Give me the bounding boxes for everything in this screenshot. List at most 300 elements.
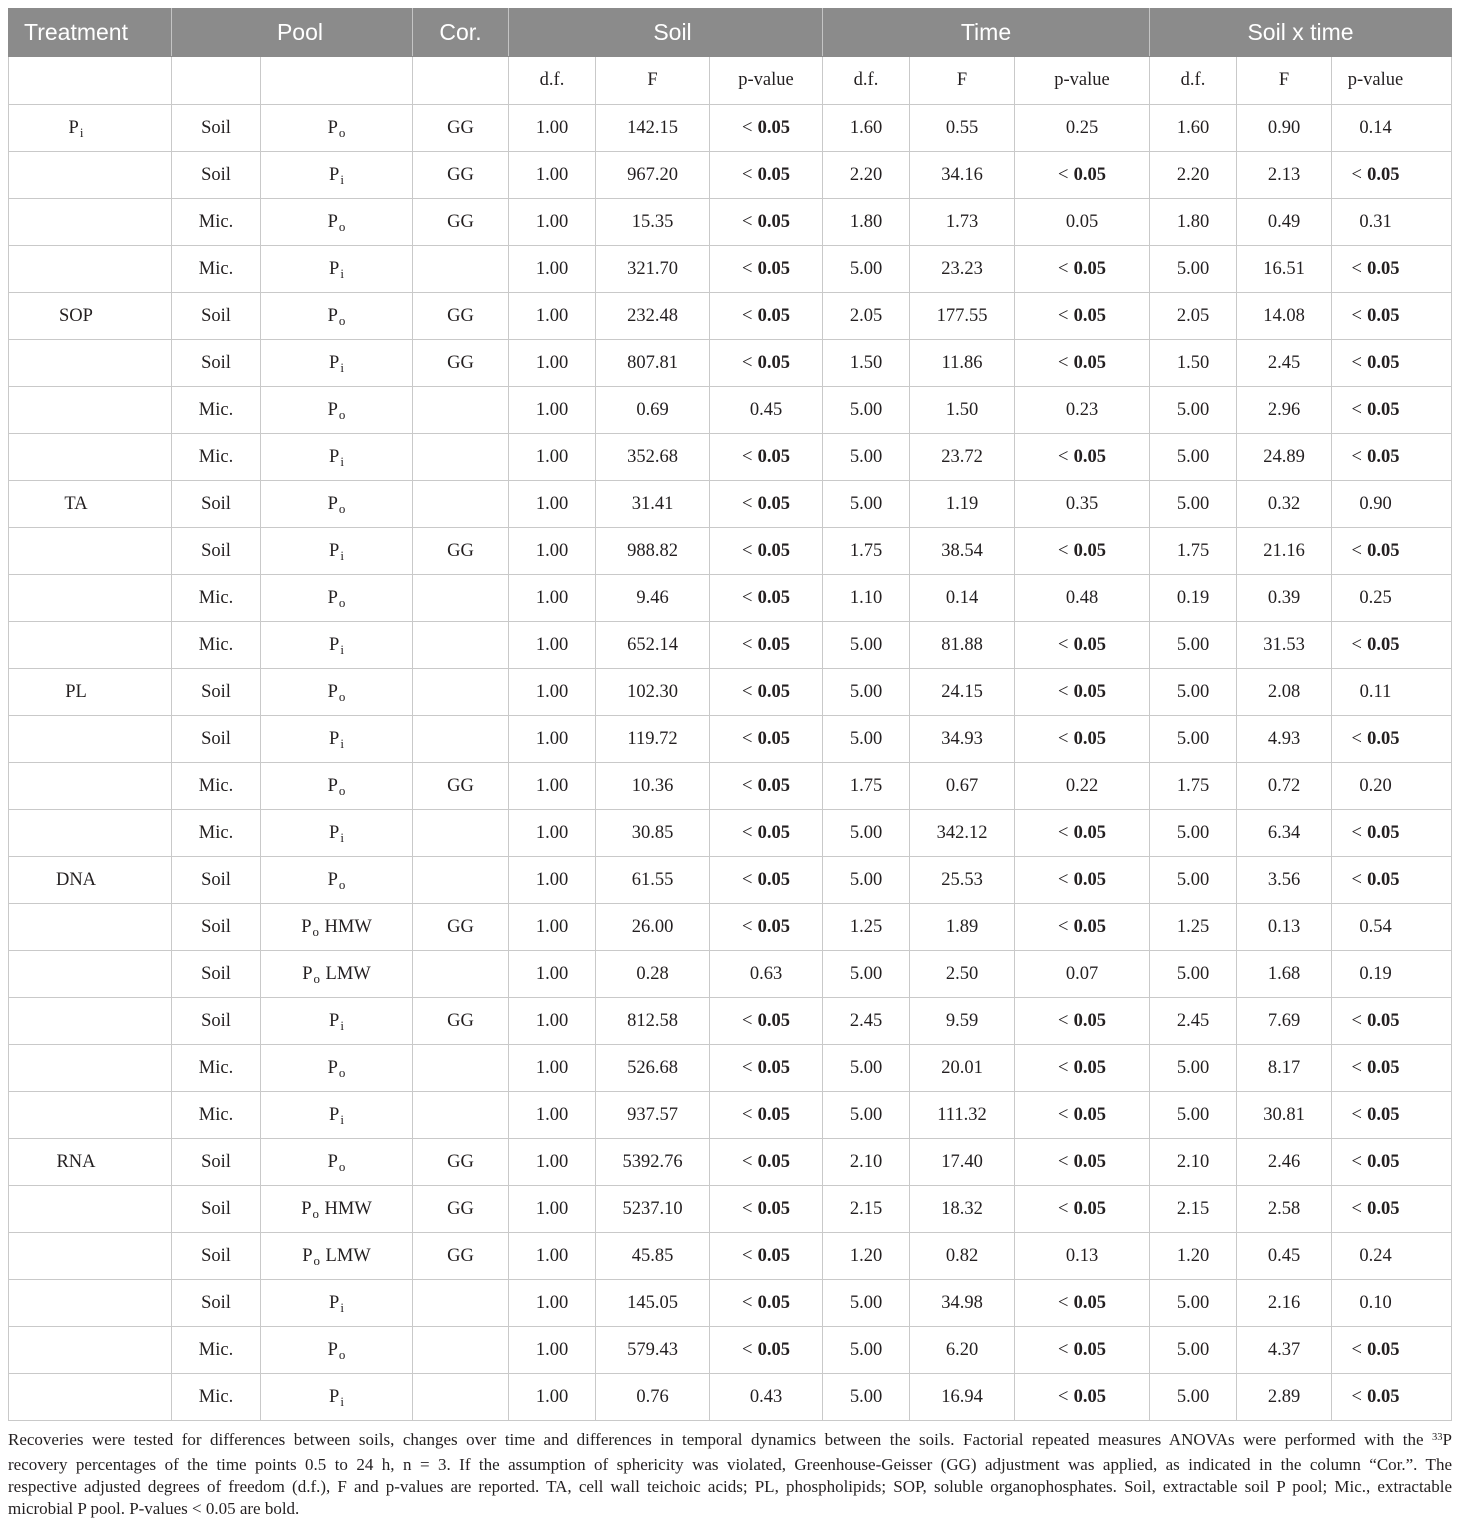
pool-source-label: Soil [201, 494, 231, 514]
soil-p-value-cell [710, 246, 823, 292]
pool-form-fraction: HMW [324, 917, 372, 937]
soil-x-time-p-value-cell [1332, 575, 1452, 621]
soil-df-cell [509, 199, 596, 245]
pool-source-cell [172, 951, 261, 997]
pool-form-cell [261, 1139, 413, 1185]
table-row [8, 1280, 1452, 1327]
soil-p-value-cell [710, 1280, 823, 1326]
less-than-sign: < [742, 541, 753, 561]
time-p-value-cell [1015, 340, 1150, 386]
f-value: 5237.10 [622, 1199, 683, 1219]
df-value: 5.00 [849, 870, 883, 890]
f-value: 232.48 [627, 306, 678, 326]
p-value: 0.24 [1359, 1246, 1392, 1266]
f-value: 102.30 [627, 682, 678, 702]
soil-x-time-p-value-cell [1332, 293, 1452, 339]
df-value: 1.00 [535, 1340, 569, 1360]
time-df-cell [823, 434, 910, 480]
significant-p-value: 0.05 [757, 1152, 790, 1172]
soil-x-time-df-cell [1150, 1374, 1237, 1420]
pool-source-cell [172, 575, 261, 621]
treatment-cell [8, 1280, 172, 1326]
blank-subheader-cell [413, 57, 509, 104]
correction-label: GG [447, 165, 474, 185]
time-p-value-cell [1015, 1186, 1150, 1232]
pool-form-label: P [329, 1293, 340, 1313]
pool-form-cell [261, 763, 413, 809]
pool-form-label: P [329, 165, 340, 185]
soil-df-cell [509, 763, 596, 809]
pool-source-label: Mic. [198, 1387, 234, 1407]
pool-form-subscript: i [340, 266, 344, 282]
correction-cell [413, 1045, 509, 1091]
blank-subheader-cell [261, 57, 413, 104]
treatment-cell [8, 434, 172, 480]
pool-source-cell [172, 199, 261, 245]
time-f-cell [910, 857, 1015, 903]
soil-p-value-cell [710, 575, 823, 621]
table-body [8, 105, 1452, 1421]
pool-source-label: Soil [201, 870, 231, 890]
less-than-sign: < [742, 1199, 753, 1219]
f-value: 34.93 [941, 729, 983, 749]
pool-form-subscript: o [338, 783, 346, 799]
treatment-cell [8, 340, 172, 386]
less-than-sign: < [1351, 353, 1362, 373]
time-df-cell [823, 575, 910, 621]
soil-x-time-p-value-cell [1332, 528, 1452, 574]
f-value: 1.50 [945, 400, 979, 420]
pool-source-label: Mic. [198, 1105, 234, 1125]
pool-source-label: Soil [201, 729, 231, 749]
soil-df-cell [509, 1280, 596, 1326]
pool-source-label: Mic. [198, 400, 234, 420]
significant-p-value: 0.05 [757, 682, 790, 702]
df-value: 2.15 [849, 1199, 883, 1219]
df-value: 1.10 [849, 588, 883, 608]
pool-form-cell [261, 199, 413, 245]
less-than-sign: < [742, 306, 753, 326]
p-value: 0.07 [1065, 964, 1099, 984]
soil-x-time-f-cell [1237, 152, 1332, 198]
f-value: 321.70 [627, 259, 678, 279]
table-header-row [8, 8, 1452, 57]
f-value: 142.15 [627, 118, 678, 138]
pool-form-subscript: i [340, 360, 344, 376]
df-value: 1.00 [535, 447, 569, 467]
correction-cell [413, 293, 509, 339]
pool-form-subscript: o [338, 313, 346, 329]
time-df-cell [823, 1233, 910, 1279]
df-value: 1.00 [535, 1105, 569, 1125]
table-row [8, 1327, 1452, 1374]
soil-f-cell [596, 387, 710, 433]
time-f-cell [910, 1092, 1015, 1138]
df-value: 5.00 [849, 729, 883, 749]
pool-form-subscript: o [338, 1065, 346, 1081]
df-value: 5.00 [849, 400, 883, 420]
soil-df-cell [509, 340, 596, 386]
pool-form-subscript: o [338, 219, 346, 235]
correction-label: GG [447, 353, 474, 373]
f-value: 807.81 [627, 353, 678, 373]
df-value: 1.50 [849, 353, 883, 373]
correction-cell [413, 904, 509, 950]
significant-p-value: 0.05 [1073, 259, 1106, 279]
soil-p-value-cell [710, 1186, 823, 1232]
df-value: 1.75 [849, 776, 883, 796]
pool-source-cell [172, 763, 261, 809]
soil-f-cell [596, 1374, 710, 1420]
time-df-cell [823, 340, 910, 386]
less-than-sign: < [1351, 447, 1362, 467]
f-value: 31.41 [631, 494, 674, 514]
pool-source-cell [172, 1139, 261, 1185]
soil-x-time-p-value-cell [1332, 246, 1452, 292]
soil-x-time-p-value-cell [1332, 951, 1452, 997]
correction-label: GG [447, 1199, 474, 1219]
correction-label: GG [447, 118, 474, 138]
pool-form-subscript: o [338, 501, 346, 517]
table-row [8, 246, 1452, 293]
significant-p-value: 0.05 [757, 165, 790, 185]
df-value: 5.00 [1176, 494, 1210, 514]
correction-cell [413, 1233, 509, 1279]
df-value: 5.00 [1176, 870, 1210, 890]
pool-form-cell [261, 528, 413, 574]
soil-x-time-p-value-cell [1332, 1186, 1452, 1232]
time-f-cell [910, 951, 1015, 997]
f-value: 14.08 [1263, 306, 1305, 326]
treatment-cell [8, 951, 172, 997]
significant-p-value: 0.05 [1073, 447, 1106, 467]
f-value: 145.05 [627, 1293, 678, 1313]
significant-p-value: 0.05 [757, 823, 790, 843]
table-row [8, 481, 1452, 528]
df-value: 1.00 [535, 823, 569, 843]
significant-p-value: 0.05 [1073, 1340, 1106, 1360]
correction-cell [413, 1092, 509, 1138]
soil-x-time-p-value-cell [1332, 810, 1452, 856]
pool-form-cell [261, 1045, 413, 1091]
time-df-cell [823, 1374, 910, 1420]
soil-p-value-cell [710, 528, 823, 574]
less-than-sign: < [1351, 1058, 1362, 1078]
treatment-label: P [68, 118, 79, 138]
treatment-label: TA [64, 494, 88, 514]
p-value: 0.31 [1359, 212, 1392, 232]
f-value: 1.73 [945, 212, 979, 232]
time-p-value-cell [1015, 481, 1150, 527]
less-than-sign: < [1351, 635, 1362, 655]
df-value: 1.25 [1176, 917, 1210, 937]
significant-p-value: 0.05 [757, 729, 790, 749]
time-df-cell [823, 1280, 910, 1326]
time-df-cell [823, 387, 910, 433]
pool-form-label: P [327, 400, 338, 420]
pool-form-cell [261, 575, 413, 621]
time-df-cell [823, 857, 910, 903]
table-row [8, 857, 1452, 904]
pool-form-subscript: i [340, 454, 344, 470]
soil-x-time-df-cell [1150, 998, 1237, 1044]
pool-form-subscript: i [340, 172, 344, 188]
less-than-sign: < [742, 917, 753, 937]
soil-p-value-cell [710, 904, 823, 950]
soil-x-time-f-cell [1237, 810, 1332, 856]
df-value: 1.75 [1176, 541, 1210, 561]
soil-x-time-f-cell [1237, 716, 1332, 762]
soil-x-time-df-cell [1150, 1092, 1237, 1138]
df-value: 2.10 [1176, 1152, 1210, 1172]
soil-df-cell [509, 1186, 596, 1232]
table-row [8, 434, 1452, 481]
p-value: 0.54 [1359, 917, 1392, 937]
treatment-cell [8, 152, 172, 198]
p-value: 0.11 [1359, 682, 1392, 702]
significant-p-value: 0.05 [757, 306, 790, 326]
time-f-cell [910, 998, 1015, 1044]
f-value: 10.36 [631, 776, 674, 796]
soil-df-cell [509, 434, 596, 480]
soil-df-subheader: d.f. [509, 57, 596, 104]
correction-label: GG [447, 306, 474, 326]
significant-p-value: 0.05 [757, 1058, 790, 1078]
pool-form-subscript: o [312, 924, 319, 940]
df-value: 5.00 [849, 682, 883, 702]
soil-x-time-f-cell [1237, 1233, 1332, 1279]
treatment-label: RNA [56, 1152, 96, 1172]
df-value: 5.00 [849, 1105, 883, 1125]
pool-form-cell [261, 340, 413, 386]
soil-x-time-df-cell [1150, 528, 1237, 574]
footnote-text: Recoveries were tested for differences between soils, changes over time and differences in temporal dynamics between the soils. Factorial repeated measures ANOVAs were performed with the [8, 1430, 1432, 1449]
df-value: 1.00 [535, 1293, 569, 1313]
significant-p-value: 0.05 [757, 917, 790, 937]
soil-df-cell [509, 810, 596, 856]
time-f-cell [910, 1280, 1015, 1326]
f-value: 2.16 [1267, 1293, 1301, 1313]
pool-form-cell [261, 481, 413, 527]
less-than-sign: < [742, 1340, 753, 1360]
f-value: 0.32 [1267, 494, 1301, 514]
df-value: 5.00 [1176, 259, 1210, 279]
soil-x-time-p-value-cell [1332, 1092, 1452, 1138]
pool-form-cell [261, 716, 413, 762]
soil-x-time-df-cell [1150, 857, 1237, 903]
pool-form-label: P [329, 635, 340, 655]
pool-source-cell [172, 622, 261, 668]
df-value: 5.00 [849, 1293, 883, 1313]
soil-x-time-p-value-cell [1332, 1045, 1452, 1091]
treatment-cell [8, 1374, 172, 1420]
soil-df-cell [509, 528, 596, 574]
f-value: 9.46 [636, 588, 669, 608]
pool-source-label: Soil [201, 917, 231, 937]
time-f-cell [910, 246, 1015, 292]
pool-form-label: P [327, 1340, 338, 1360]
soil-f-cell [596, 1233, 710, 1279]
treatment-cell [8, 1139, 172, 1185]
pool-form-subscript: o [338, 877, 346, 893]
pool-form-cell [261, 152, 413, 198]
less-than-sign: < [742, 1246, 753, 1266]
soil-x-time-df-cell [1150, 246, 1237, 292]
less-than-sign: < [1351, 541, 1362, 561]
f-value: 31.53 [1263, 635, 1305, 655]
f-value: 38.54 [941, 541, 983, 561]
soil-x-time-p-value-cell [1332, 1374, 1452, 1420]
df-value: 1.00 [535, 306, 569, 326]
f-value: 25.53 [941, 870, 983, 890]
soil-x-time-df-cell [1150, 622, 1237, 668]
less-than-sign: < [1058, 682, 1069, 702]
f-value: 0.69 [636, 400, 669, 420]
table-row [8, 1374, 1452, 1421]
pool-source-cell [172, 481, 261, 527]
df-value: 1.00 [535, 541, 569, 561]
table-row [8, 810, 1452, 857]
pool-form-cell [261, 810, 413, 856]
f-value: 6.20 [945, 1340, 979, 1360]
less-than-sign: < [1351, 1011, 1362, 1031]
df-value: 1.00 [535, 400, 569, 420]
treatment-cell [8, 622, 172, 668]
treatment-cell [8, 810, 172, 856]
f-value: 0.39 [1267, 588, 1301, 608]
isotope-symbol: P [1442, 1430, 1452, 1449]
f-value: 4.93 [1267, 729, 1301, 749]
f-value: 2.13 [1267, 165, 1301, 185]
soil-p-value-cell [710, 152, 823, 198]
pool-form-cell [261, 857, 413, 903]
soil-f-cell [596, 152, 710, 198]
pool-source-label: Soil [201, 682, 231, 702]
time-p-value-cell [1015, 1327, 1150, 1373]
pool-form-label: P [327, 1058, 338, 1078]
significant-p-value: 0.05 [1073, 870, 1106, 890]
df-value: 5.00 [849, 1340, 883, 1360]
pool-form-subscript: o [338, 1347, 346, 1363]
time-df-cell [823, 1045, 910, 1091]
f-value: 16.51 [1263, 259, 1305, 279]
significant-p-value: 0.05 [1367, 400, 1400, 420]
p-value: 0.90 [1359, 494, 1392, 514]
time-p-value-cell [1015, 716, 1150, 762]
time-f-cell [910, 1327, 1015, 1373]
significant-p-value: 0.05 [757, 259, 790, 279]
pool-form-subscript: o [338, 595, 346, 611]
pool-source-label: Soil [201, 165, 231, 185]
pool-source-cell [172, 857, 261, 903]
p-value: 0.22 [1065, 776, 1099, 796]
pool-source-cell [172, 1280, 261, 1326]
time-f-cell [910, 669, 1015, 715]
soil-f-cell [596, 810, 710, 856]
pool-source-label: Mic. [198, 588, 234, 608]
correction-cell [413, 669, 509, 715]
pool-source-cell [172, 1092, 261, 1138]
correction-cell [413, 434, 509, 480]
significant-p-value: 0.05 [1367, 823, 1400, 843]
pool-source-label: Mic. [198, 635, 234, 655]
pool-form-label: P [327, 306, 338, 326]
less-than-sign: < [1351, 306, 1362, 326]
time-f-cell [910, 293, 1015, 339]
time-df-cell [823, 1186, 910, 1232]
correction-label: GG [447, 1152, 474, 1172]
pool-form-label: P [302, 1246, 313, 1266]
blank-subheader-cell [172, 57, 261, 104]
less-than-sign: < [1058, 635, 1069, 655]
soil-x-time-f-cell [1237, 246, 1332, 292]
soil-x-time-f-cell [1237, 1139, 1332, 1185]
f-value: 34.98 [941, 1293, 983, 1313]
significant-p-value: 0.05 [1367, 729, 1400, 749]
soil-x-time-df-cell [1150, 105, 1237, 151]
less-than-sign: < [742, 635, 753, 655]
significant-p-value: 0.05 [757, 118, 790, 138]
significant-p-value: 0.05 [757, 870, 790, 890]
correction-cell [413, 199, 509, 245]
time-p-value-cell [1015, 1092, 1150, 1138]
less-than-sign: < [1058, 729, 1069, 749]
significant-p-value: 0.05 [1073, 306, 1106, 326]
less-than-sign: < [742, 259, 753, 279]
soil-x-time-df-subheader: d.f. [1150, 57, 1237, 104]
treatment-cell [8, 199, 172, 245]
significant-p-value: 0.05 [757, 447, 790, 467]
time-df-cell [823, 763, 910, 809]
df-value: 1.75 [1176, 776, 1210, 796]
pool-form-label: P [329, 729, 340, 749]
soil-p-value-cell [710, 1233, 823, 1279]
pool-source-label: Soil [201, 964, 231, 984]
less-than-sign: < [1058, 541, 1069, 561]
pool-source-cell [172, 528, 261, 574]
soil-p-value-cell [710, 857, 823, 903]
time-f-cell [910, 105, 1015, 151]
soil-x-time-df-cell [1150, 1139, 1237, 1185]
df-value: 5.00 [1176, 729, 1210, 749]
pool-form-cell [261, 1280, 413, 1326]
soil-x-time-f-cell [1237, 105, 1332, 151]
pool-form-subscript: i [340, 1394, 344, 1410]
f-value: 119.72 [627, 729, 678, 749]
less-than-sign: < [1351, 1340, 1362, 1360]
pool-source-label: Soil [201, 1011, 231, 1031]
soil-df-cell [509, 669, 596, 715]
treatment-cell [8, 1233, 172, 1279]
time-p-value-cell [1015, 951, 1150, 997]
table-row [8, 904, 1452, 951]
pool-form-cell [261, 434, 413, 480]
correction-label: GG [447, 1246, 474, 1266]
time-f-cell [910, 1374, 1015, 1420]
soil-x-time-f-cell [1237, 763, 1332, 809]
correction-label: GG [447, 541, 474, 561]
treatment-cell [8, 1186, 172, 1232]
soil-x-time-p-value-cell [1332, 387, 1452, 433]
f-value: 0.28 [636, 964, 669, 984]
significant-p-value: 0.05 [1073, 1152, 1106, 1172]
soil-x-time-f-subheader: F [1237, 57, 1332, 104]
pool-source-label: Mic. [198, 776, 234, 796]
df-value: 5.00 [849, 1387, 883, 1407]
df-value: 1.00 [535, 118, 569, 138]
less-than-sign: < [742, 1293, 753, 1313]
time-f-cell [910, 340, 1015, 386]
